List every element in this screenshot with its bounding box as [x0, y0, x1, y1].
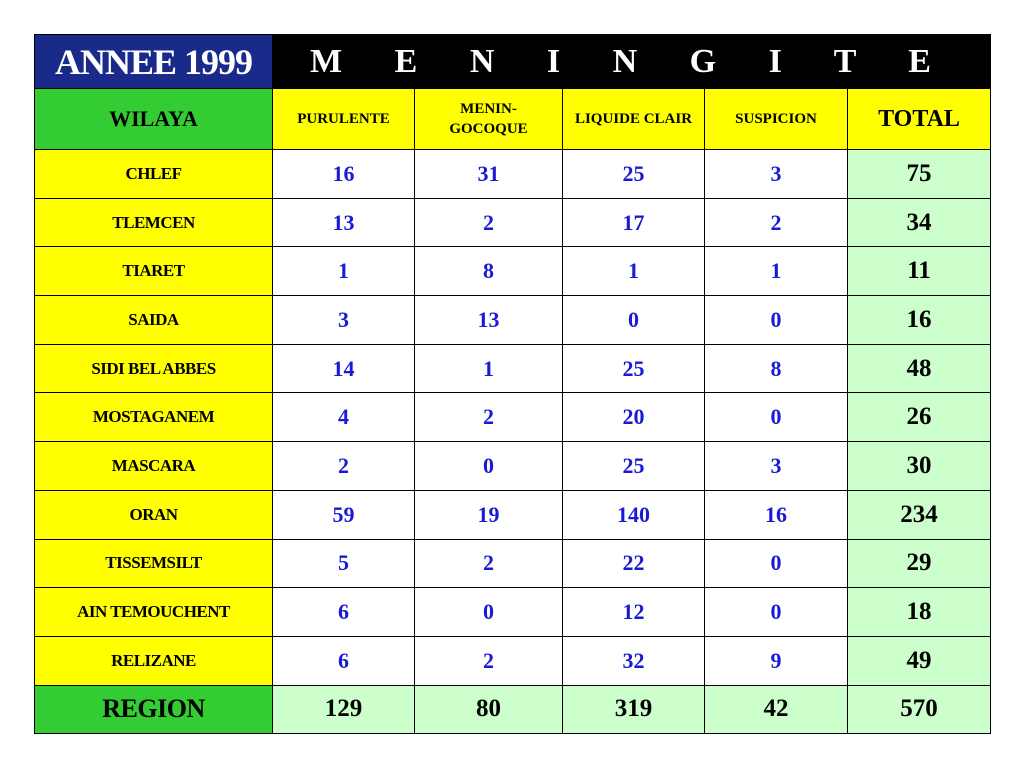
- region-label: REGION: [35, 685, 273, 733]
- title-row: [35, 35, 991, 89]
- cell-wilaya: MOSTAGANEM: [35, 393, 273, 442]
- region-total: 570: [848, 685, 991, 733]
- cell-purulente: 1: [273, 247, 415, 296]
- cell-meningocoque: 2: [415, 636, 563, 685]
- cell-wilaya: TISSEMSILT: [35, 539, 273, 588]
- header-total: TOTAL: [848, 89, 991, 150]
- year-label: ANNEE 1999: [35, 35, 273, 89]
- cell-meningocoque: 19: [415, 490, 563, 539]
- cell-total: 34: [848, 198, 991, 247]
- header-purulente: PURULENTE: [273, 89, 415, 150]
- cell-wilaya: RELIZANE: [35, 636, 273, 685]
- table-row: [35, 588, 991, 637]
- cell-wilaya: TLEMCEN: [35, 198, 273, 247]
- cell-suspicion: 0: [705, 393, 848, 442]
- cell-suspicion: 1: [705, 247, 848, 296]
- cell-liquide-clair: 22: [563, 539, 705, 588]
- cell-wilaya: ORAN: [35, 490, 273, 539]
- cell-meningocoque: 13: [415, 296, 563, 345]
- cell-suspicion: 3: [705, 442, 848, 491]
- region-meningocoque: 80: [415, 685, 563, 733]
- cell-purulente: 6: [273, 588, 415, 637]
- cell-wilaya: AIN TEMOUCHENT: [35, 588, 273, 637]
- cell-total: 30: [848, 442, 991, 491]
- header-meningocoque-line1: MENIN-: [460, 101, 517, 117]
- header-meningocoque: [415, 89, 563, 150]
- cell-suspicion: 16: [705, 490, 848, 539]
- cell-total: 29: [848, 539, 991, 588]
- cell-meningocoque: 31: [415, 150, 563, 199]
- cell-meningocoque: 1: [415, 344, 563, 393]
- meningite-table: [34, 34, 991, 734]
- table-row: [35, 442, 991, 491]
- cell-liquide-clair: 25: [563, 150, 705, 199]
- cell-suspicion: 3: [705, 150, 848, 199]
- cell-liquide-clair: 140: [563, 490, 705, 539]
- header-suspicion: SUSPICION: [705, 89, 848, 150]
- cell-suspicion: 0: [705, 539, 848, 588]
- cell-meningocoque: 0: [415, 442, 563, 491]
- cell-suspicion: 0: [705, 588, 848, 637]
- region-purulente: 129: [273, 685, 415, 733]
- cell-total: 234: [848, 490, 991, 539]
- table-row: [35, 296, 991, 345]
- cell-purulente: 59: [273, 490, 415, 539]
- cell-suspicion: 2: [705, 198, 848, 247]
- cell-total: 49: [848, 636, 991, 685]
- header-liquide-clair: LIQUIDE CLAIR: [563, 89, 705, 150]
- cell-purulente: 16: [273, 150, 415, 199]
- cell-purulente: 5: [273, 539, 415, 588]
- header-meningocoque-line2: GOCOQUE: [449, 121, 528, 137]
- table-row: [35, 393, 991, 442]
- header-row: [35, 89, 991, 150]
- cell-total: 18: [848, 588, 991, 637]
- table-row: [35, 344, 991, 393]
- region-liquide-clair: 319: [563, 685, 705, 733]
- cell-liquide-clair: 1: [563, 247, 705, 296]
- cell-liquide-clair: 32: [563, 636, 705, 685]
- cell-meningocoque: 2: [415, 539, 563, 588]
- cell-wilaya: SIDI BEL ABBES: [35, 344, 273, 393]
- cell-liquide-clair: 25: [563, 344, 705, 393]
- table-title: M E N I N G I T E: [273, 35, 991, 89]
- cell-purulente: 13: [273, 198, 415, 247]
- cell-wilaya: SAIDA: [35, 296, 273, 345]
- cell-purulente: 3: [273, 296, 415, 345]
- cell-total: 26: [848, 393, 991, 442]
- cell-total: 48: [848, 344, 991, 393]
- cell-purulente: 2: [273, 442, 415, 491]
- cell-total: 11: [848, 247, 991, 296]
- cell-total: 16: [848, 296, 991, 345]
- table-row: [35, 150, 991, 199]
- cell-liquide-clair: 0: [563, 296, 705, 345]
- cell-total: 75: [848, 150, 991, 199]
- cell-liquide-clair: 12: [563, 588, 705, 637]
- cell-wilaya: TIARET: [35, 247, 273, 296]
- table-row: [35, 539, 991, 588]
- cell-liquide-clair: 20: [563, 393, 705, 442]
- cell-liquide-clair: 25: [563, 442, 705, 491]
- cell-meningocoque: 8: [415, 247, 563, 296]
- cell-suspicion: 8: [705, 344, 848, 393]
- region-suspicion: 42: [705, 685, 848, 733]
- cell-wilaya: MASCARA: [35, 442, 273, 491]
- cell-suspicion: 0: [705, 296, 848, 345]
- cell-purulente: 4: [273, 393, 415, 442]
- cell-purulente: 6: [273, 636, 415, 685]
- cell-wilaya: CHLEF: [35, 150, 273, 199]
- table-row: [35, 198, 991, 247]
- cell-liquide-clair: 17: [563, 198, 705, 247]
- header-wilaya: WILAYA: [35, 89, 273, 150]
- cell-meningocoque: 2: [415, 393, 563, 442]
- table-row: [35, 490, 991, 539]
- cell-meningocoque: 0: [415, 588, 563, 637]
- cell-suspicion: 9: [705, 636, 848, 685]
- table-row: [35, 247, 991, 296]
- table-row: [35, 636, 991, 685]
- cell-purulente: 14: [273, 344, 415, 393]
- cell-meningocoque: 2: [415, 198, 563, 247]
- region-row: [35, 685, 991, 733]
